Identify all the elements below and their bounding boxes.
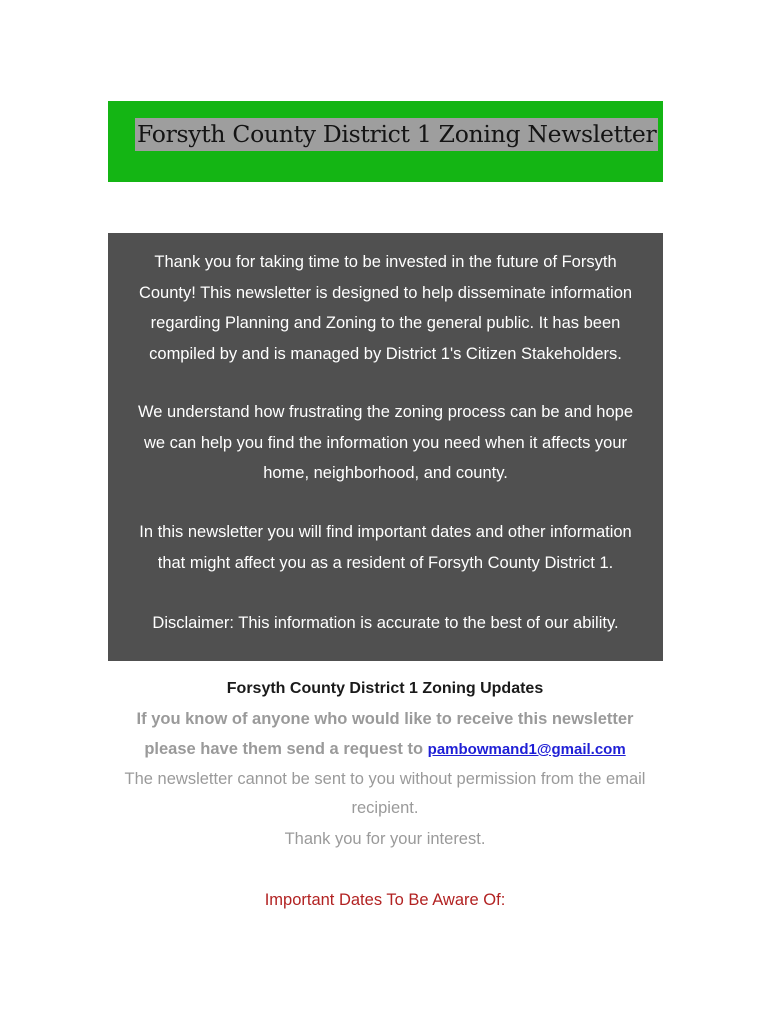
email-link[interactable]: pambowmand1@gmail.com: [427, 741, 626, 758]
newsletter-title: Forsyth County District 1 Zoning Newsletter: [135, 118, 658, 151]
intro-paragraph-1: [108, 247, 663, 369]
intro-paragraph-3: [108, 517, 663, 578]
intro-p3-line: In this newsletter you will find important dates and other information: [139, 523, 632, 541]
request-line-2: [0, 734, 770, 765]
important-dates-heading: Important Dates To Be Aware Of:: [264, 891, 506, 909]
intro-p1-line: regarding Planning and Zoning to the general public. It has been: [150, 314, 621, 332]
permission-note: The newsletter cannot be sent to you without permission from the email: [124, 770, 646, 788]
updates-heading: Forsyth County District 1 Zoning Updates: [226, 680, 544, 697]
request-line-1: If you know of anyone who would like to receive this newsletter: [136, 710, 634, 728]
intro-p1-line: compiled by and is managed by District 1's Citizen Stakeholders.: [149, 344, 622, 363]
intro-p2-line: We understand how frustrating the zoning process can be and hope: [137, 403, 634, 421]
title-banner: [108, 101, 663, 182]
disclaimer: [108, 608, 663, 639]
intro-p2-line: home, neighborhood, and county.: [263, 464, 508, 482]
disclaimer-text: Disclaimer: This information is accurate to the best of our ability.: [152, 614, 619, 632]
intro-p3-line: that might affect you as a resident of Forsyth County District 1.: [157, 553, 614, 572]
intro-paragraph-2: [108, 397, 663, 489]
request-prefix: please have them send a request to: [144, 740, 428, 758]
intro-p1-line: Thank you for taking time to be invested in the future of Forsyth: [154, 253, 617, 271]
permission-note-cont: recipient.: [351, 799, 419, 817]
thanks-text: Thank you for your interest.: [284, 830, 486, 848]
intro-p2-line: we can help you find the information you need when it affects your: [143, 433, 628, 452]
intro-p1-line: County! This newsletter is designed to help disseminate information: [138, 283, 633, 302]
